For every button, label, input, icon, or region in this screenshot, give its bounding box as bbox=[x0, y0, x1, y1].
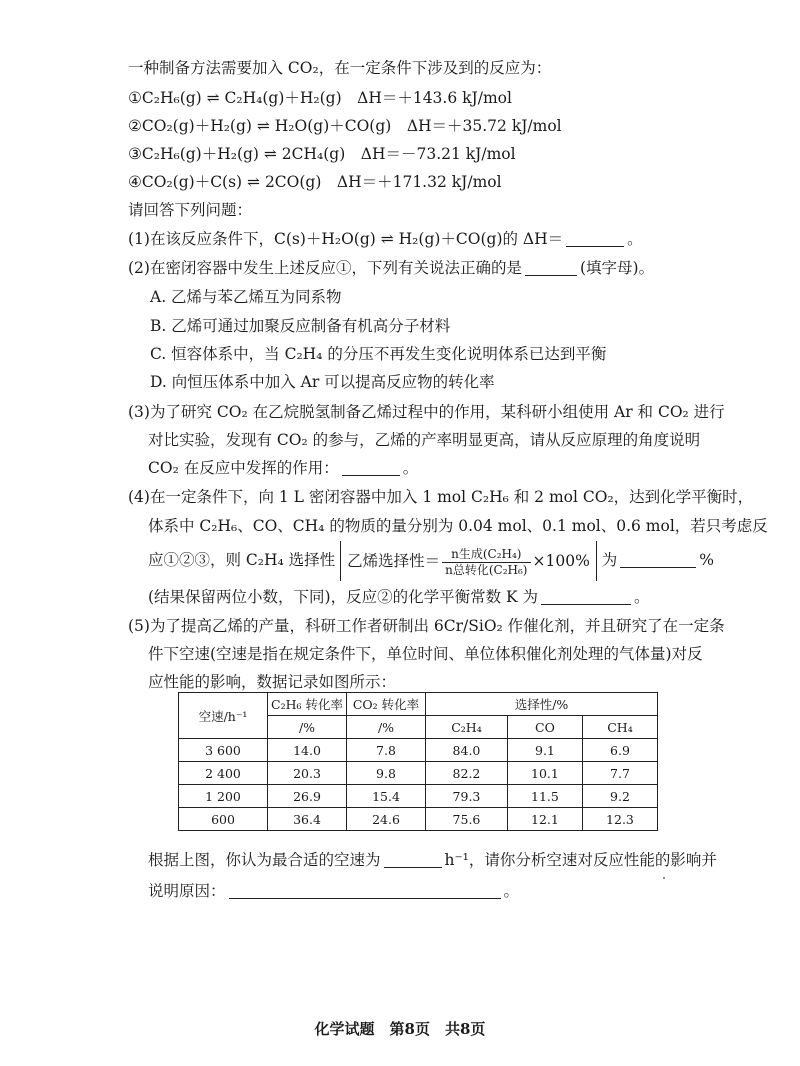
q3-line-2: 对比实验，发现有 CO₂ 的参与，乙烯的产率明显更高，请从反应原理的角度说明 bbox=[148, 431, 701, 449]
q5-reason-blank[interactable] bbox=[229, 882, 501, 899]
cell-c2h6: 26.9 bbox=[268, 785, 347, 808]
cell-space: 2 400 bbox=[179, 762, 268, 785]
q5-space-velocity-blank[interactable] bbox=[384, 851, 442, 868]
q3-text: CO₂ 在反应中发挥的作用： bbox=[148, 459, 339, 477]
cell-c2h4: 75.6 bbox=[426, 808, 508, 831]
cell-co2: 24.6 bbox=[347, 808, 426, 831]
q3-answer-blank[interactable] bbox=[342, 459, 400, 476]
q1-answer-blank[interactable] bbox=[566, 230, 624, 247]
header-c2h6-unit: /% bbox=[268, 716, 347, 739]
q1-text: (1)在该反应条件下，C(s)＋H₂O(g) ⇌ H₂(g)＋CO(g)的 ΔH＝ bbox=[128, 230, 564, 248]
header-selectivity: 选择性/% bbox=[426, 693, 658, 716]
q4-line-2: 体系中 C₂H₆、CO、CH₄ 的物质的量分别为 0.04 mol、0.1 mol、0.6 mol，若只考虑反 bbox=[148, 517, 768, 535]
reaction-4: ④CO₂(g)＋C(s) ⇌ 2CO(g) ΔH＝＋171.32 kJ/mol bbox=[128, 173, 502, 191]
reaction-3: ③C₂H₆(g)＋H₂(g) ⇌ 2CH₄(g) ΔH＝－73.21 kJ/mol bbox=[128, 145, 516, 163]
cell-co: 12.1 bbox=[507, 808, 582, 831]
q3-end: 。 bbox=[402, 459, 419, 477]
q4-line4-text: (结果保留两位小数，下同)，反应②的化学平衡常数 K 为 bbox=[148, 588, 539, 606]
header-co2-unit: /% bbox=[347, 716, 426, 739]
header-c2h6-conversion: C₂H₆ 转化率 bbox=[268, 693, 347, 716]
header-co: CO bbox=[507, 716, 582, 739]
q4-k-blank[interactable] bbox=[541, 588, 631, 605]
table-row bbox=[179, 808, 658, 831]
q5-end: 。 bbox=[503, 882, 520, 900]
table-row bbox=[179, 739, 658, 762]
cell-c2h6: 14.0 bbox=[268, 739, 347, 762]
reaction-2: ②CO₂(g)＋H₂(g) ⇌ H₂O(g)＋CO(g) ΔH＝＋35.72 kJ/mol bbox=[128, 117, 562, 135]
cell-c2h4: 82.2 bbox=[426, 762, 508, 785]
q2-answer-blank[interactable] bbox=[525, 259, 577, 276]
q2-text: (2)在密闭容器中发生上述反应①，下列有关说法正确的是 bbox=[128, 259, 522, 277]
q5-after-text-a: 根据上图，你认为最合适的空速为 bbox=[148, 851, 381, 869]
scan-speck bbox=[663, 877, 665, 879]
selectivity-formula bbox=[340, 541, 597, 581]
q2-end: (填字母)。 bbox=[579, 259, 655, 277]
question-2 bbox=[128, 258, 654, 278]
table-row bbox=[179, 785, 658, 808]
reaction-1: ①C₂H₆(g) ⇌ C₂H₄(g)＋H₂(g) ΔH＝＋143.6 kJ/mol bbox=[128, 89, 512, 107]
cell-c2h6: 20.3 bbox=[268, 762, 347, 785]
q3-line-1: (3)为了研究 CO₂ 在乙烷脱氢制备乙烯过程中的作用，某科研小组使用 Ar 和 CO₂ 进行 bbox=[128, 403, 725, 421]
q1-end: 。 bbox=[627, 230, 643, 248]
cell-ch4: 9.2 bbox=[582, 785, 657, 808]
q2-option-c: C. 恒容体系中，当 C₂H₄ 的分压不再发生变化说明体系已达到平衡 bbox=[150, 345, 607, 363]
cell-space: 1 200 bbox=[179, 785, 268, 808]
formula-fraction bbox=[442, 547, 530, 578]
q4-line3-b: 为 bbox=[601, 551, 618, 569]
q4-line-1: (4)在一定条件下，向 1 L 密闭容器中加入 1 mol C₂H₆ 和 2 mol CO₂，达到化学平衡时， bbox=[128, 488, 754, 506]
space-velocity-table bbox=[178, 692, 658, 831]
q5-after-line-1 bbox=[148, 850, 717, 870]
prompt-text: 请回答下列问题： bbox=[128, 201, 253, 219]
cell-space: 600 bbox=[179, 808, 268, 831]
q4-end: 。 bbox=[634, 588, 650, 606]
cell-c2h6: 36.4 bbox=[268, 808, 347, 831]
q5-after-line-2 bbox=[148, 881, 519, 901]
q5-line-1: (5)为了提高乙烯的产量，科研工作者研制出 6Cr/SiO₂ 作催化剂，并且研究了在一定条 bbox=[128, 617, 725, 635]
q2-option-a: A. 乙烯与苯乙烯互为同系物 bbox=[150, 288, 342, 306]
q2-option-d: D. 向恒压体系中加入 Ar 可以提高反应物的转化率 bbox=[150, 373, 495, 391]
q2-option-b: B. 乙烯可通过加聚反应制备有机高分子材料 bbox=[150, 317, 451, 335]
cell-c2h4: 79.3 bbox=[426, 785, 508, 808]
header-c2h4: C₂H₄ bbox=[426, 716, 508, 739]
q5-after-text-b: h⁻¹，请你分析空速对反应性能的影响并 bbox=[444, 851, 717, 869]
cell-co2: 15.4 bbox=[347, 785, 426, 808]
header-ch4: CH₄ bbox=[582, 716, 657, 739]
q4-line-3 bbox=[148, 540, 714, 581]
q5-reason-label: 说明原因： bbox=[148, 882, 226, 900]
q4-line3-a: 应①②③，则 C₂H₄ 选择性 bbox=[148, 551, 336, 569]
table-row bbox=[179, 762, 658, 785]
q5-line-3: 应性能的影响，数据记录如图所示： bbox=[148, 673, 397, 691]
cell-c2h4: 84.0 bbox=[426, 739, 508, 762]
cell-ch4: 6.9 bbox=[582, 739, 657, 762]
cell-space: 3 600 bbox=[179, 739, 268, 762]
cell-co: 9.1 bbox=[507, 739, 582, 762]
q5-line-2: 件下空速(空速是指在规定条件下，单位时间、单位体积催化剂处理的气体量)对反 bbox=[148, 645, 703, 663]
q4-selectivity-blank[interactable] bbox=[620, 551, 696, 568]
formula-denominator: n总转化(C₂H₆) bbox=[445, 562, 528, 577]
q3-line-3 bbox=[148, 458, 418, 478]
header-space-velocity: 空速/h⁻¹ bbox=[179, 693, 268, 739]
q4-line-4 bbox=[148, 587, 650, 607]
q4-unit: % bbox=[699, 551, 714, 569]
cell-co: 11.5 bbox=[507, 785, 582, 808]
question-1 bbox=[128, 229, 643, 249]
formula-label: 乙烯选择性＝ bbox=[347, 552, 441, 570]
header-co2-conversion: CO₂ 转化率 bbox=[347, 693, 426, 716]
cell-co: 10.1 bbox=[507, 762, 582, 785]
cell-ch4: 12.3 bbox=[582, 808, 657, 831]
cell-co2: 7.8 bbox=[347, 739, 426, 762]
formula-numerator: n生成(C₂H₄) bbox=[442, 547, 530, 563]
formula-tail: ×100% bbox=[532, 552, 590, 570]
intro-text: 一种制备方法需要加入 CO₂，在一定条件下涉及到的反应为： bbox=[128, 59, 552, 77]
page-footer: 化学试题 第8页 共8页 bbox=[314, 1020, 486, 1038]
cell-ch4: 7.7 bbox=[582, 762, 657, 785]
cell-co2: 9.8 bbox=[347, 762, 426, 785]
